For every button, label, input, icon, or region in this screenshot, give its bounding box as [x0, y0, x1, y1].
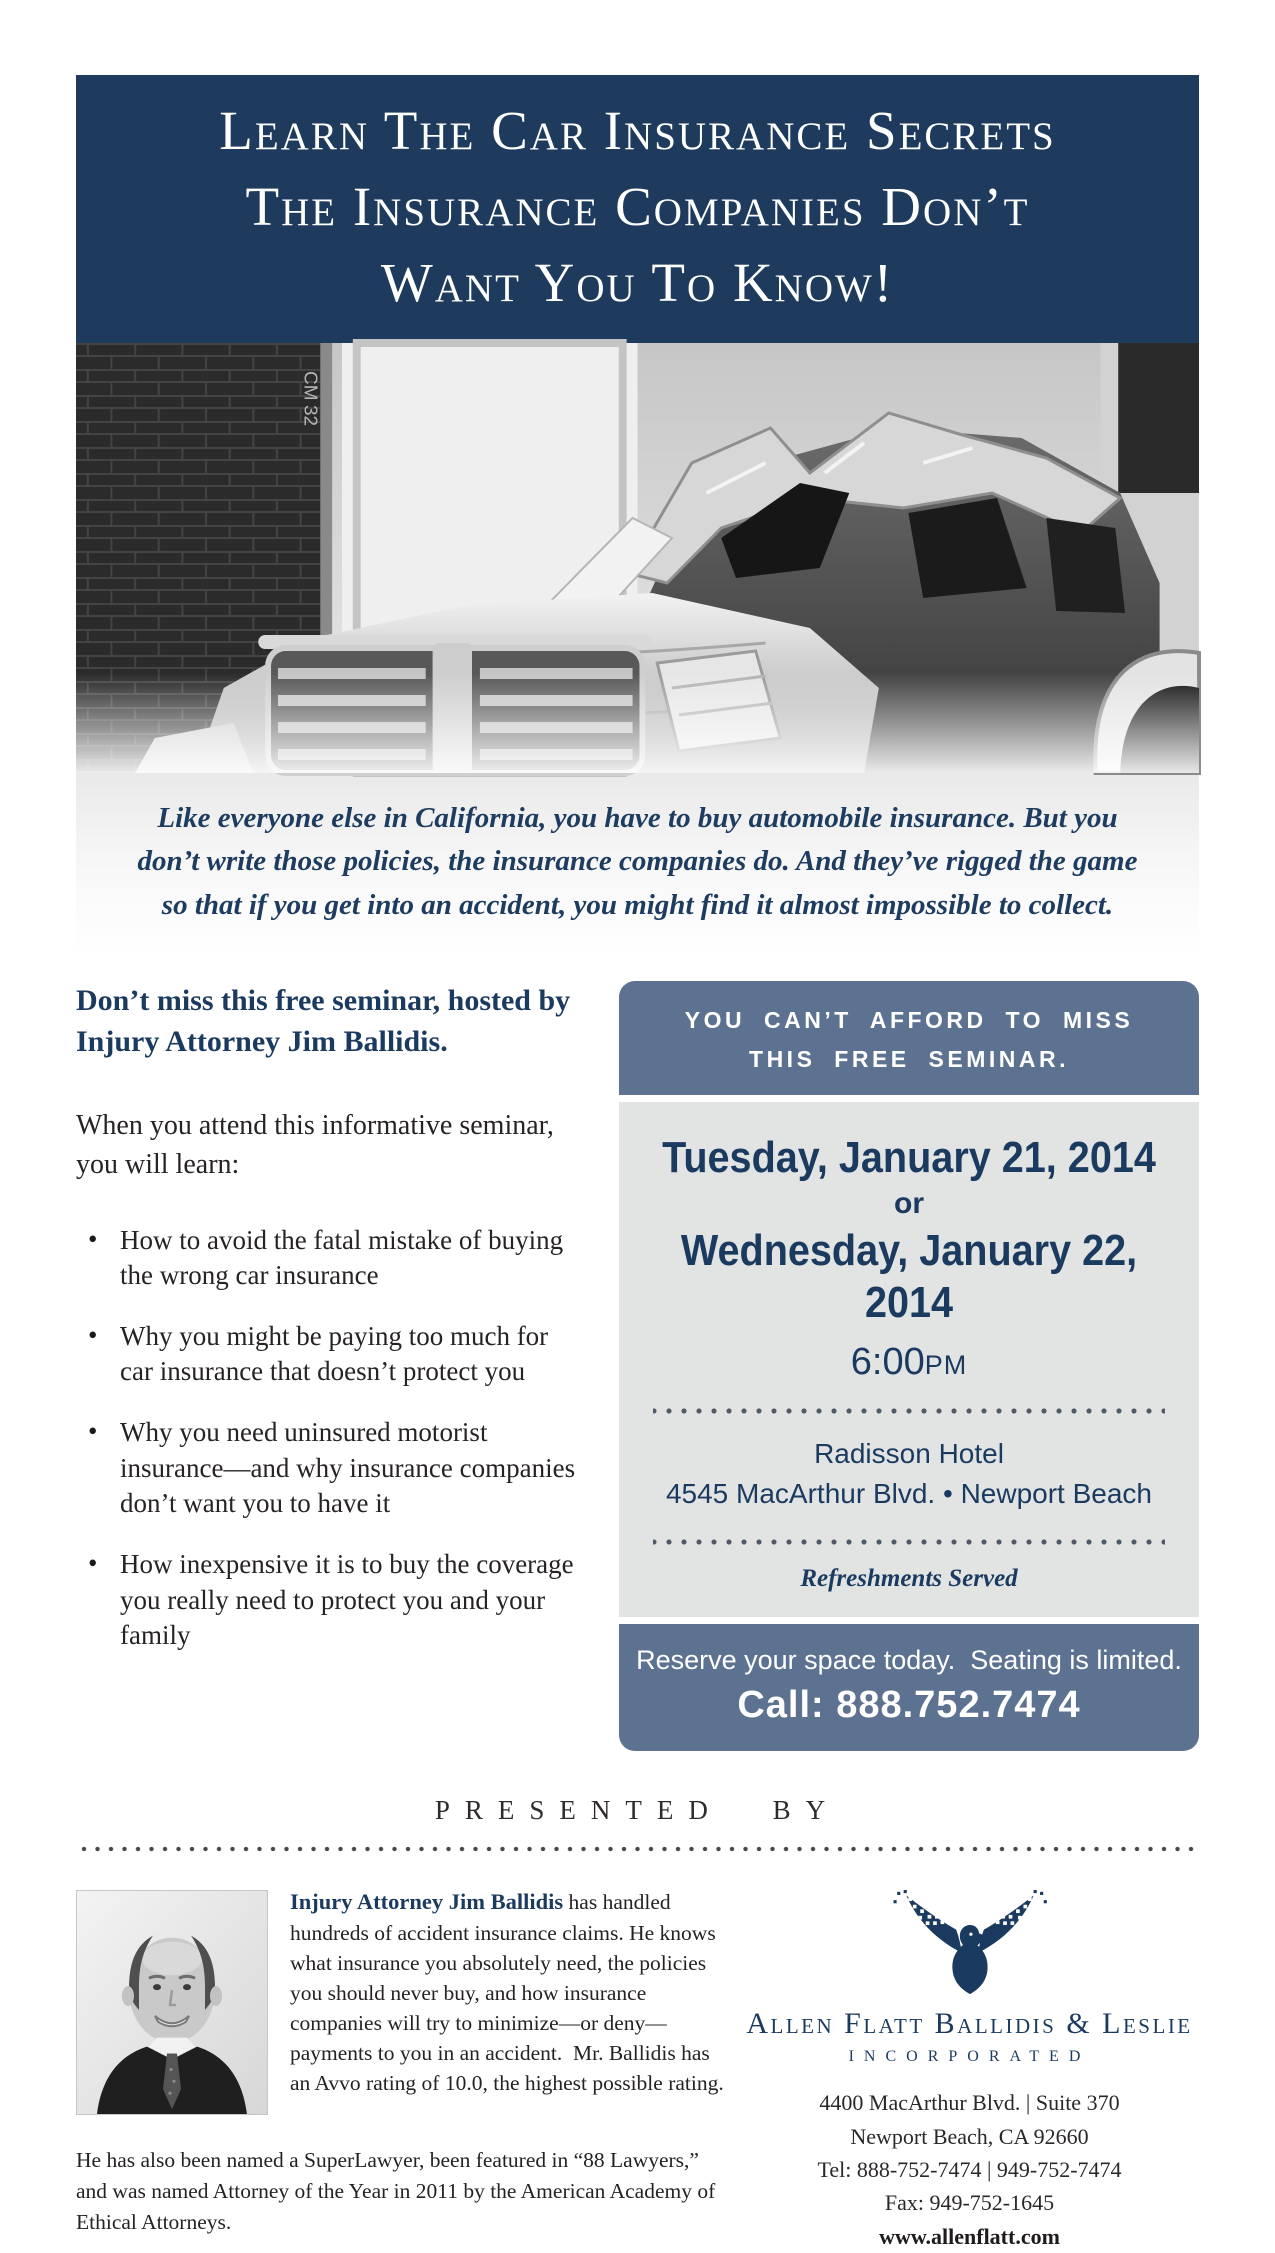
- caption-text: Like everyone else in California, you have to buy automobile insurance. But you don’t write those policies, the insurance companies do. And they’ve rigged the game so that if you get into an accident, you might find it almost impossible to collect.: [137, 801, 1138, 921]
- firm-phone: Tel: 888-752-7474 | 949-752-7474: [817, 2156, 1122, 2182]
- attorney-portrait-illustration: [77, 1891, 267, 2114]
- crashed-car-photo: [76, 343, 1199, 773]
- firm-website: www.allenflatt.com: [879, 2223, 1060, 2249]
- dotted-separator: [653, 1539, 1165, 1545]
- crashed-car-illustration: [76, 343, 1199, 773]
- seminar-box-header-line2: THIS FREE SEMINAR.: [749, 1046, 1069, 1073]
- dotted-rule: [76, 1846, 1199, 1852]
- attorney-bio-block: [76, 1886, 726, 2253]
- firm-address-line1: 4400 MacArthur Blvd. | Suite 370: [819, 2090, 1120, 2116]
- attorney-awards-paragraph: He has also been named a SuperLawyer, been featured in “88 Lawyers,” and was named Attorney of the Year in 2011 by the American Academy of Ethical Attorneys.: [76, 2148, 716, 2235]
- seminar-date-2: Wednesday, January 22, 2014: [680, 1225, 1138, 1327]
- hero-title-line3: Want You To Know!: [380, 251, 895, 313]
- flyer-page: [0, 75, 1275, 2249]
- refreshments-note: Refreshments Served: [800, 1564, 1018, 1592]
- seminar-box-header: [619, 981, 1199, 1095]
- seminar-box-body: [619, 1102, 1199, 1616]
- hero-banner: [76, 75, 1199, 343]
- benefit-item: • How inexpensive it is to buy the coverage you really need to protect you and your family: [88, 1547, 583, 1654]
- seminar-heading: Don’t miss this free seminar, hosted by Injury Attorney Jim Ballidis.: [76, 984, 571, 1058]
- firm-block: [740, 1886, 1199, 2253]
- seminar-description-column: [76, 981, 583, 1751]
- seminar-time-value: 6:00: [850, 1340, 925, 1383]
- seminar-date-1: Tuesday, January 21, 2014: [662, 1133, 1156, 1183]
- dotted-separator: [653, 1408, 1165, 1414]
- venue-name: Radisson Hotel: [814, 1437, 1004, 1469]
- firm-name: Allen Flatt Ballidis & Leslie: [746, 2007, 1193, 2041]
- reserve-line: Reserve your space today. Seating is limited.: [636, 1644, 1182, 1675]
- benefit-item: • Why you might be paying too much for car insurance that doesn’t protect you: [88, 1319, 583, 1390]
- firm-address-line2: Newport Beach, CA 92660: [850, 2123, 1089, 2149]
- wall-marking-cm: CM: [300, 370, 322, 401]
- attorney-name: Injury Attorney Jim Ballidis: [290, 1889, 564, 1915]
- firm-incorporated-label: INCORPORATED: [848, 2048, 1091, 2066]
- call-phone-number: Call: 888.752.7474: [737, 1683, 1081, 1726]
- main-columns: [76, 981, 1199, 1751]
- eagle-logo-icon: [881, 1890, 1059, 1996]
- attorney-bio-text: has handled hundreds of accident insurance claims. He knows what insurance you absolutely need, the policies you should never buy, and how insurance companies will try to minimize—or deny—payments to you in an accident. Mr. Ballidis has an Avvo rating of 10.0, the highest possible rating.: [290, 1890, 724, 2096]
- seminar-time: [631, 1341, 1187, 1384]
- seminar-time-suffix: PM: [924, 1349, 968, 1380]
- seminar-intro: When you attend this informative seminar, you will learn:: [76, 1110, 554, 1181]
- photo-caption: [76, 773, 1199, 956]
- wall-marking-32: 32: [300, 404, 322, 426]
- benefit-item: • Why you need uninsured motorist insurance—and why insurance companies don’t want you to have it: [88, 1415, 583, 1522]
- benefits-list: [76, 1223, 583, 1654]
- seminar-box-header-line1: YOU CAN’T AFFORD TO MISS: [684, 1007, 1134, 1034]
- seminar-date-or: or: [894, 1187, 924, 1221]
- seminar-box-footer: [619, 1624, 1199, 1751]
- firm-fax: Fax: 949-752-1645: [884, 2190, 1055, 2216]
- benefit-item: • How to avoid the fatal mistake of buying the wrong car insurance: [88, 1223, 583, 1294]
- hero-title-line2: The Insurance Companies Don’t: [245, 175, 1030, 237]
- bottom-section: [76, 1886, 1199, 2253]
- venue-address: 4545 MacArthur Blvd. • Newport Beach: [665, 1478, 1153, 1510]
- attorney-photo: [76, 1890, 268, 2115]
- hero-title-line1: Learn The Car Insurance Secrets: [219, 100, 1056, 161]
- firm-address-block: [740, 2086, 1199, 2253]
- seminar-info-box: [619, 981, 1199, 1751]
- presented-by-heading: PRESENTED BY: [434, 1795, 841, 1826]
